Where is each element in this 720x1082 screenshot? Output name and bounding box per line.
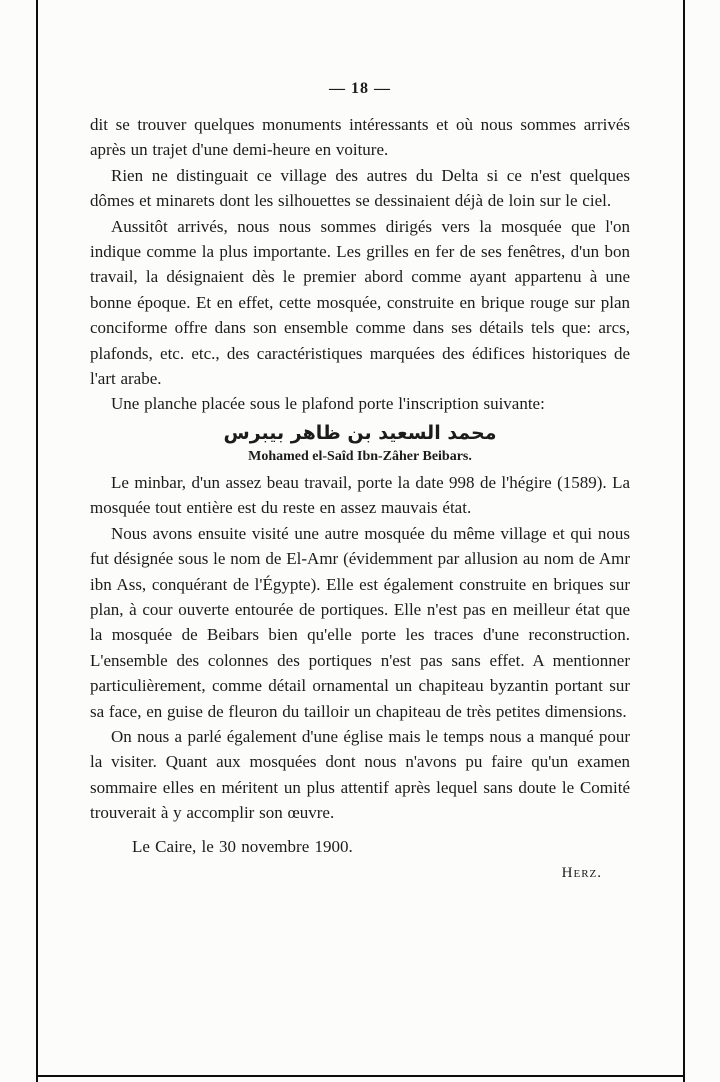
scan-border-bottom bbox=[36, 1075, 685, 1077]
page-number: — 18 — bbox=[329, 80, 391, 97]
inscription-transliteration: Mohamed el-Saîd Ibn-Zâher Beibars. bbox=[248, 448, 472, 464]
paragraph: Rien ne distinguait ce village des autres du Delta si ce n'est quelques dômes et minarets dont les silhouettes se dessinaient déjà de loin sur le ciel. bbox=[90, 165, 630, 211]
arabic-inscription: محمد السعيد بن ظاهر بيبرس bbox=[223, 421, 497, 444]
paragraph: Nous avons ensuite visité une autre mosquée du même village et qui nous fut désignée sous le nom de El-Amr (évidemment par allusion au nom de Amr ibn Ass, conquérant de l'Égypte). Elle est également construite en briques sur plan, à cour ouverte entourée de portiques. Elle n'est pas en meilleur état que la mosquée de Beibars bien qu'elle porte les traces d'une reconstruction. L'ensemble des colonnes des portiques n'est pas sans effet. A mentionner particulièrement, comme détail ornamental un chapiteau byzantin portant sur sa face, en guise de fleuron du tailloir un chapiteau de très petites dimensions. bbox=[90, 523, 630, 721]
signature: Herz. bbox=[561, 864, 602, 881]
paragraph: dit se trouver quelques monuments intéressants et où nous sommes arrivés après un trajet d'une demi-heure en voiture. bbox=[90, 115, 630, 160]
paragraph: Aussitôt arrivés, nous nous sommes dirigés vers la mosquée que l'on indique comme la plus importante. Les grilles en fer de ses fenêtres, d'un bon travail, la désignaient dès le premier abord comme ayant appartenu à une bonne époque. Et en effet, cette mosquée, construite en brique rouge sur plan conciforme offre dans son ensemble comme dans ses détails tels que: arcs, plafonds, etc. etc., des caractéristiques marquées des édifices historiques de l'art arabe. bbox=[90, 216, 630, 389]
scan-border-right bbox=[683, 0, 685, 1082]
paragraph: Le minbar, d'un assez beau travail, porte la date 998 de l'hégire (1589). La mosquée tout entière est du reste en assez mauvais état. bbox=[90, 472, 630, 518]
page-text-block bbox=[90, 80, 630, 884]
paragraph: Une planche placée sous le plafond porte l'inscription suivante: bbox=[111, 394, 545, 414]
paragraph: On nous a parlé également d'une église mais le temps nous a manqué pour la visiter. Quant aux mosquées dont nous n'avons pu faire qu'un examen sommaire elles en méritent un plus attentif après lequel sans doute le Comité trouverait à y accomplir son œuvre. bbox=[90, 726, 630, 823]
scan-border-left bbox=[36, 0, 38, 1082]
dateline: Le Caire, le 30 novembre 1900. bbox=[132, 836, 353, 856]
